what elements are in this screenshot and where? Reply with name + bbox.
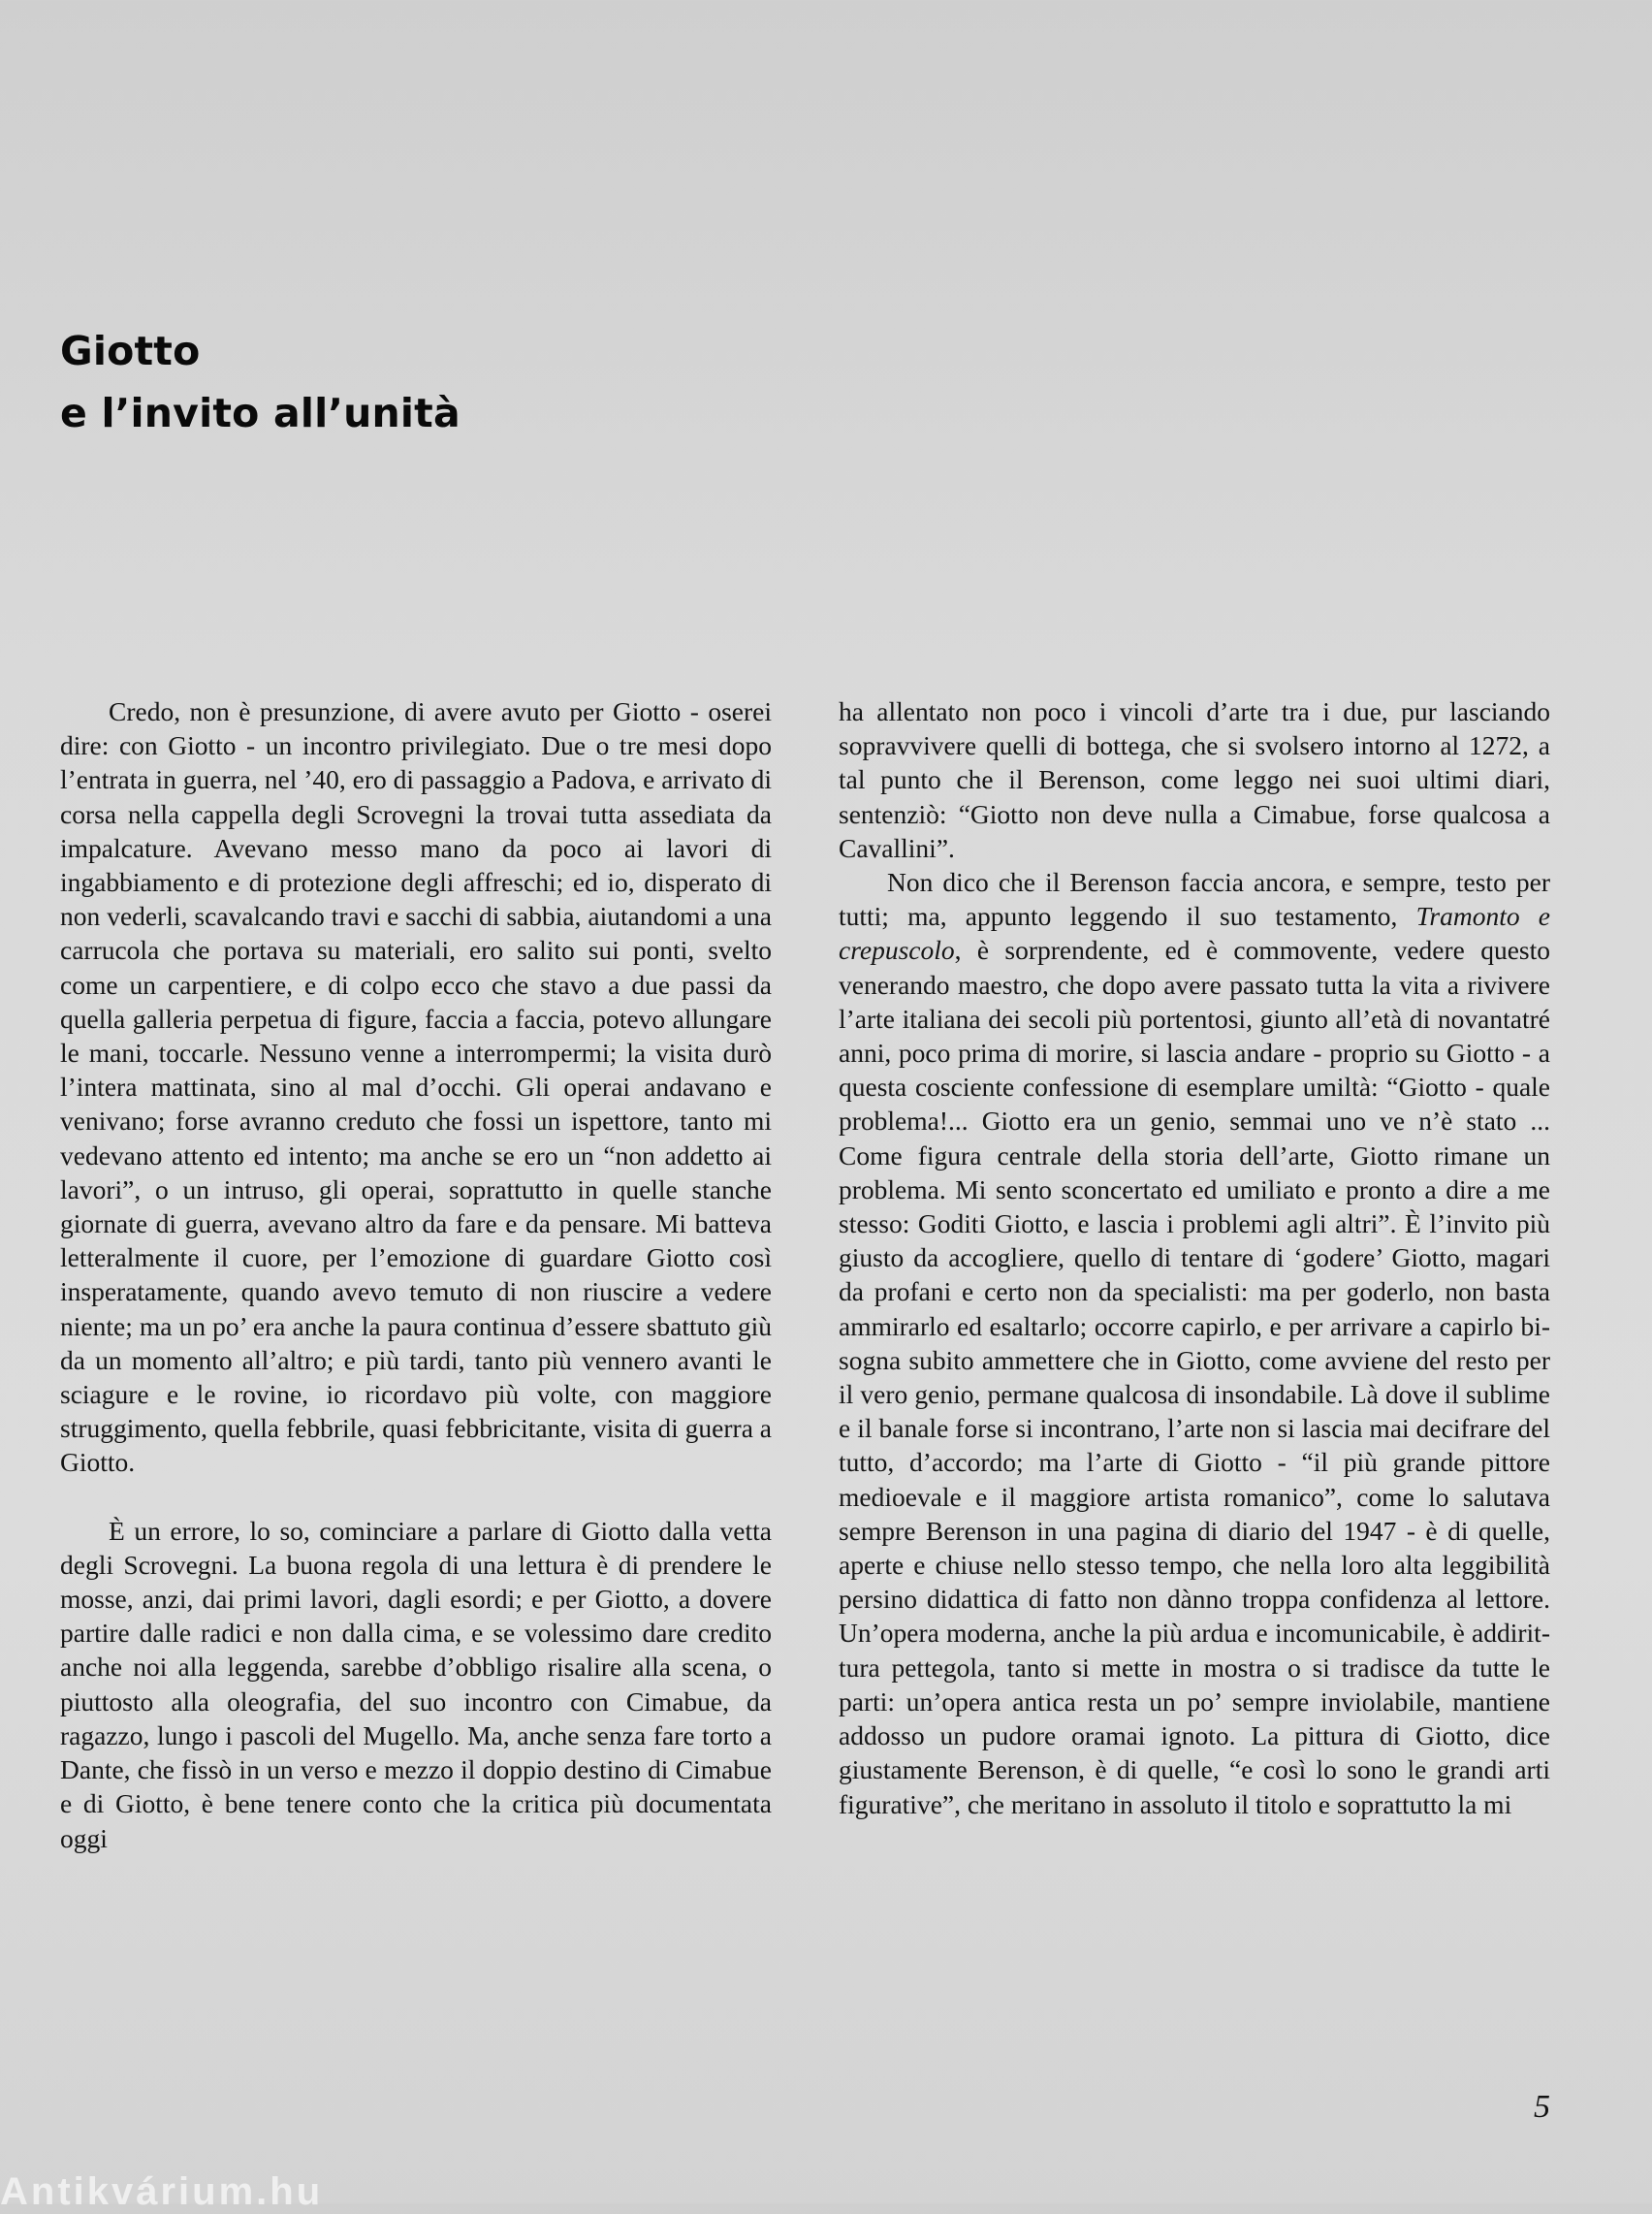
paragraph: È un errore, lo so, cominciare a parlare di Giotto dalla vetta degli Scrovegni. La buona regola di una lettura è di prendere le mosse, anzi, dai primi lavori, dagli esordi; e per Giotto, a dovere partire dalle radici e non dalla cima, e se volessimo dare credito anche noi alla leggenda, sarebbe d’obbligo risalire alla scena, o piuttosto alla oleografia, del suo incontro con Cimabue, da ragazzo, lungo i pascoli del Mugello. Ma, anche senza fare torto a Dante, che fissò in un verso e mezzo il doppio destino di Cimabue e di Giotto, è bene tenere conto che la critica più documentata oggi xyxy=(60,1515,772,1853)
article-title xyxy=(60,320,461,444)
article-title-line-2: e l’invito all’unità xyxy=(60,390,461,436)
paragraph xyxy=(839,865,1550,1821)
page-number: 5 xyxy=(1534,2089,1550,2125)
article-title-line-1: Giotto xyxy=(60,328,201,374)
left-text-column xyxy=(60,694,772,1855)
watermark-text: Antikvárium.hu xyxy=(0,2170,324,2213)
book-title: Tramonto e crepuscolo xyxy=(839,901,1550,966)
right-text-column xyxy=(839,694,1550,1821)
paragraph: Credo, non è presunzione, di avere avuto per Giotto - oserei dire: con Giotto - un incontro privilegiato. Due o tre mesi dopo l’entrata in guerra, nel ’40, ero di passaggio a Padova, e arrivato di corsa nella cappella degli Scrovegni la trovai tutta assediata da impalcature. Avevano messo mano da poco ai lavori di ingabbiamento e di protezione degli affreschi; ed io, disperato di non vederli, scavalcando travi e sacchi di sabbia, aiutandomi a una carrucola che portava su materiali, ero salito sui ponti, svelto come un carpentiere, e di colpo ecco che stavo a due passi da quella galleria perpetua di figure, faccia a faccia, potevo allungare le mani, toccarle. Nessuno venne a interrompermi; la visita durò l’intera mattinata, sino al mal d’occhi. Gli operai andavano e venivano; forse avranno creduto che fossi un ispettore, tanto mi vedevano attento ed intento; ma anche se ero un “non addetto ai lavori”, o un intruso, gli operai, soprattutto in quelle stanche giornate di guerra, avevano altro da fare e da pensare. Mi batteva letteralmente il cuore, per l’emozione di guardare Giotto così insperatamente, quando avevo temuto di non riuscire a vedere niente; ma un po’ era anche la paura continua d’essere sbattuto giù da un momento all’altro; e più tardi, tanto più vennero avanti le sciagure e le rovine, io ricordavo più volte, con maggiore struggimento, quella febbrile, quasi febbricitante, visita di guerra a Giotto. xyxy=(60,696,772,1478)
paragraph-text: , è sorprendente, ed è commovente, vedere questo venerando maestro, che dopo avere passato tutta la vita a rivivere l’arte italiana dei secoli più portentosi, giunto all’età di novantatré anni, poco prima di morire, si lascia andare - proprio su Giotto - a questa cosciente confessione di esemplare umiltà: “Giotto - quale problema!... Giotto era un genio, semmai uno ve n’è stato ... Come figura centrale della storia dell’arte, Giotto rimane un problema. Mi sento sconcertato ed umiliato e pronto a dire a me stesso: Goditi Giotto, e lascia i problemi agli altri”. È l’invito più giusto da accogliere, quello di tentare di ‘godere’ Giotto, magari da profani e certo non da specialisti: ma per goderlo, non basta ammirarlo ed esaltarlo; occorre capirlo, e per arrivare a capirlo bisogna subito ammettere che in Giotto, come avviene del resto per il vero genio, permane qualcosa di insondabile. Là dove il sublime e il banale forse si incontrano, l’arte non si lascia mai decifrare del tutto, d’accordo; ma l’arte di Giotto - “il più grande pittore medioevale e il maggiore artista romanico”, come lo salutava sempre Berenson in una pagina di diario del 1947 - è di quelle, aperte e chiuse nello stesso tempo, che nella loro alta leggibilità persino didattica di fatto non dànno troppa confidenza al lettore. Un’opera moderna, anche la più ardua e incomunicabile, è addirittura pettegola, tanto si mette in mostra o si tradisce da tutte le parti: un’opera antica resta un po’ sempre inviolabile, mantiene addosso un pudore oramai ignoto. La pittura di Giotto, dice giustamente Berenson, è di quelle, “e così lo sono le grandi arti figurative”, che meritano in assoluto il titolo e soprattutto la mi xyxy=(839,935,1550,1819)
paragraph: ha allentato non poco i vincoli d’arte tra i due, pur lasciando sopravvivere quelli di bottega, che si svolsero intorno al 1272, a tal punto che il Berenson, come leggo nei suoi ultimi diari, sentenziò: “Giotto non deve nulla a Cimabue, forse qualcosa a Cavallini”. xyxy=(839,696,1550,863)
paragraph-text: Non dico che il Berenson faccia ancora, e sempre, testo per tutti; ma, appunto leggendo il suo testamento, xyxy=(839,867,1550,932)
